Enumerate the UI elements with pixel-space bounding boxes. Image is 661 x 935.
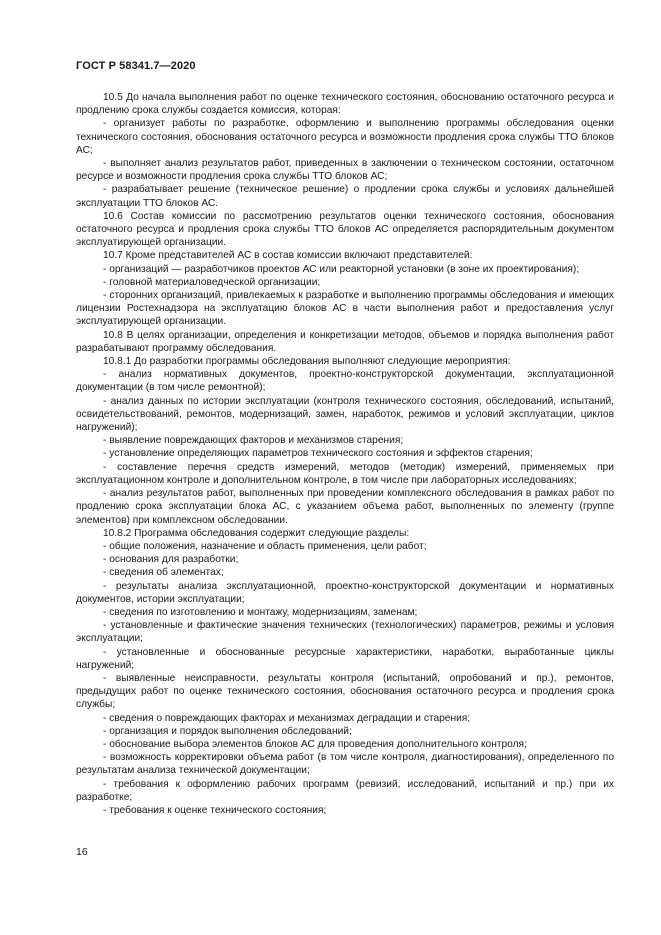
list-item: - сведения по изготовлению и монтажу, модернизациям, заменам; [103, 606, 418, 618]
list-item: - разрабатывает решение (техническое решение) о продлении срока службы и условиях дальнейшей эксплуатации ТТО блоков АС. [76, 184, 614, 209]
list-item: - требования к оформлению рабочих программ (ревизий, исследований, испытаний и пр.) при их разработке; [76, 778, 614, 803]
paragraph-10-8-2: 10.8.2 Программа обследования содержит следующие разделы: [103, 527, 410, 539]
list-item: - анализ данных по истории эксплуатации (контроля технического состояния, обследований, испытаний, освидетельствований, ремонтов, модернизаций, замен, наработок, режимов и условий эксплуатации, циклов нагружений); [76, 395, 614, 434]
paragraph-10-8-1: 10.8.1 До разработки программы обследования выполняют следующие мероприятия: [103, 356, 511, 368]
list-item: - организаций — разработчиков проектов АС или реакторной установки (в зоне их проектирования); [103, 263, 580, 275]
list-item: - выполняет анализ результатов работ, приведенных в заключении о техническом состоянии, остаточном ресурсе и возможности продления срока службы ТТО блоков АС; [76, 158, 614, 183]
list-item: - требования к оценке технического состояния; [103, 804, 327, 816]
list-item: - общие положения, назначение и область применения, цели работ; [103, 540, 427, 552]
document-body [76, 91, 614, 817]
document-header: ГОСТ Р 58341.7—2020 [76, 60, 196, 72]
paragraph-10-7: 10.7 Кроме представителей АС в состав комиссии включают представителей: [103, 250, 473, 262]
list-item: - результаты анализа эксплуатационной, проектно-конструкторской документации и нормативных документов, истории эксплуатации; [76, 580, 614, 605]
page-number: 16 [76, 846, 88, 858]
list-item: - сведения о повреждающих факторах и механизмах деградации и старения; [103, 712, 471, 724]
list-item: - анализ результатов работ, выполненных при проведении комплексного обследования в рамках работ по продлению срока эксплуатации блока АС, с указанием объема работ, выполненных по элементу (группе элементов) при комплексном обследовании. [76, 488, 614, 526]
paragraph-10-6: 10.6 Состав комиссии по рассмотрению результатов оценки технического состояния, обоснования остаточного ресурса и продления срока службы ТТО блоков АС определяется распорядительным документом эксплуатирующей организации. [76, 210, 614, 249]
list-item: - выявленные неисправности, результаты контроля (испытаний, опробований и пр.), ремонтов, предыдущих работ по оценке технического состояния, обоснования остаточного ресурса и продления срока службы; [76, 672, 614, 711]
list-item: - головной материаловедческой организации; [103, 276, 321, 288]
list-item: - анализ нормативных документов, проектно-конструкторской документации, эксплуатационной документации (в том числе ремонтной); [76, 369, 614, 394]
list-item: - обоснование выбора элементов блоков АС для проведения дополнительного контроля; [103, 738, 527, 750]
list-item: - установление определяющих параметров технического состояния и эффектов старения; [103, 448, 533, 460]
list-item: - выявление повреждающих факторов и механизмов старения; [103, 435, 404, 447]
list-item: - основания для разработки; [103, 554, 239, 566]
list-item: - установленные и обоснованные ресурсные характеристики, наработки, выработанные циклы нагружений; [76, 646, 614, 671]
paragraph-10-8: 10.8 В целях организации, определения и конкретизации методов, объемов и порядка выполнения работ разрабатывают программу обследования. [76, 329, 614, 354]
list-item: - возможность корректировки объема работ (в том числе контроля, диагностирования), определенного по результатам анализа технической документации; [76, 752, 614, 777]
list-item: - организация и порядок выполнения обследований; [103, 725, 352, 737]
paragraph-10-5: 10.5 До начала выполнения работ по оценке технического состояния, обоснованию остаточного ресурса и продлению срока службы создается комиссия, которая: [76, 92, 614, 117]
list-item: - составление перечня средств измерений, методов (методик) измерений, применяемых при эксплуатационном контроле и дополнительном контроле, в том числе при лабораторных исследованиях; [76, 461, 614, 486]
list-item: - сторонних организаций, привлекаемых к разработке и выполнению программы обследования и имеющих лицензии Ростехнадзора на эксплуатацию блоков АС в части выполнения работ и предоставления услуг эксплуатирующей организации. [76, 290, 614, 328]
list-item: - установленные и фактические значения технических (технологических) параметров, режимы и условия эксплуатации; [76, 620, 614, 645]
list-item: - организует работы по разработке, оформлению и выполнению программы обследования оценки технического состояния, обоснования остаточного ресурса и возможности продления срока службы ТТО блоков АС; [76, 118, 614, 156]
list-item: - сведения об элементах; [103, 567, 224, 579]
